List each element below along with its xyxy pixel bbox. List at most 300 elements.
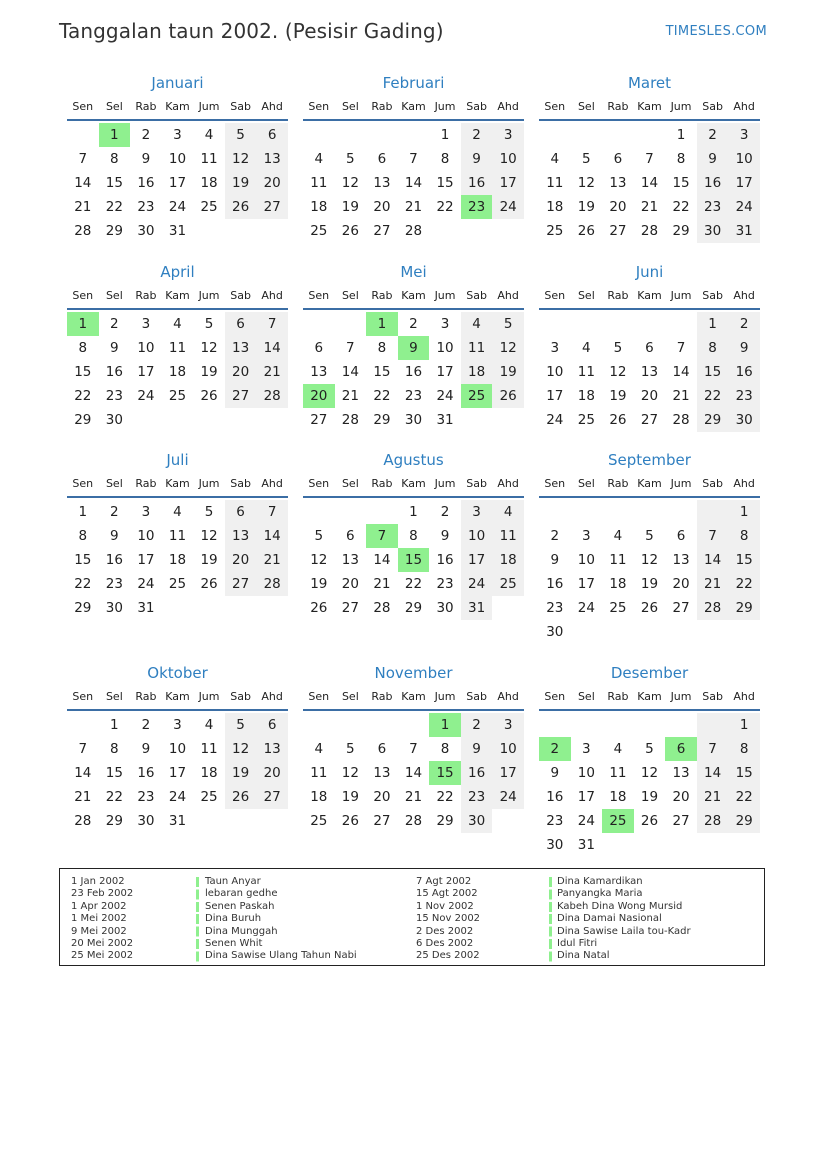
day-cell: 31 (168, 223, 187, 239)
day-cell: 7 (346, 340, 355, 356)
month-september (539, 449, 760, 644)
day-cell: 12 (341, 765, 359, 781)
day-cell: 18 (461, 360, 493, 384)
week-row (67, 195, 288, 219)
weekday-label: Rab (135, 289, 157, 302)
week-row (67, 596, 288, 620)
week-row (539, 572, 760, 596)
day-cell: 21 (256, 548, 288, 572)
day-cell: 16 (105, 552, 123, 568)
empty-cell (634, 123, 666, 147)
day-cell: 27 (310, 412, 328, 428)
day-cell: 6 (676, 528, 686, 544)
day-cell: 12 (492, 336, 524, 360)
day-cell: 30 (461, 809, 493, 833)
day-cell: 11 (168, 528, 187, 544)
day-cell: 28 (341, 412, 359, 428)
day-cell: 21 (74, 789, 92, 805)
day-cell: 3 (550, 340, 560, 356)
day-cell: 19 (310, 576, 328, 592)
day-cell: 26 (225, 785, 257, 809)
day-cell: 24 (577, 600, 595, 616)
weekday-label: Sel (341, 289, 359, 302)
day-cell: 12 (640, 552, 659, 568)
day-cell: 31 (137, 600, 155, 616)
empty-cell (225, 408, 257, 432)
day-cell: 14 (373, 552, 391, 568)
weekday-label: Sel (105, 690, 123, 703)
day-cell: 24 (168, 789, 187, 805)
weekday-label: Kam (401, 690, 426, 703)
week-row (539, 620, 760, 644)
day-cell: 30 (546, 837, 564, 853)
weekday-header (303, 687, 524, 711)
week-row (67, 548, 288, 572)
day-cell: 6 (377, 741, 387, 757)
day-cell: 19 (609, 388, 627, 404)
day-cell: 26 (200, 576, 218, 592)
day-cell: 6 (613, 151, 623, 167)
day-cell: 13 (373, 175, 391, 191)
day-cell: 5 (492, 312, 524, 336)
day-cell: 12 (225, 737, 257, 761)
weekday-label: Jum (198, 690, 220, 703)
month-januari (67, 72, 288, 243)
holiday-day-cell: 25 (602, 809, 634, 833)
day-cell: 27 (256, 785, 288, 809)
week-row (539, 312, 760, 336)
day-cell: 29 (105, 813, 123, 829)
day-cell: 23 (546, 600, 564, 616)
day-cell: 24 (137, 576, 155, 592)
day-cell: 10 (492, 147, 524, 171)
holiday-date: 25 Mei 2002 (71, 950, 134, 962)
day-cell: 9 (141, 151, 151, 167)
day-cell: 27 (672, 813, 690, 829)
day-cell: 25 (310, 813, 328, 829)
empty-cell (256, 809, 288, 833)
day-cell: 4 (582, 340, 591, 356)
weekday-label: Sel (341, 477, 359, 490)
empty-cell (571, 713, 603, 737)
day-cell: 11 (546, 175, 564, 191)
empty-cell (539, 500, 571, 524)
day-cell: 23 (137, 199, 155, 215)
holiday-day-cell: 1 (429, 713, 461, 737)
week-row (303, 596, 524, 620)
empty-cell (571, 500, 603, 524)
week-row (67, 500, 288, 524)
day-cell: 27 (225, 384, 257, 408)
day-cell: 16 (546, 789, 564, 805)
weekday-label: Kam (637, 690, 662, 703)
holiday-name: lebaran gedhe (205, 888, 278, 900)
day-cell: 30 (137, 223, 155, 239)
day-cell: 26 (640, 813, 659, 829)
weekday-label: Rab (135, 477, 157, 490)
month-maret (539, 72, 760, 243)
month-november (303, 662, 524, 833)
weekday-label: Sen (308, 690, 330, 703)
empty-cell (193, 596, 225, 620)
week-row (67, 384, 288, 408)
empty-cell (130, 408, 162, 432)
holiday-date: 1 Mei 2002 (71, 913, 127, 925)
day-cell: 19 (200, 552, 218, 568)
weekday-label: Rab (371, 289, 393, 302)
day-cell: 17 (461, 548, 493, 572)
day-cell: 10 (137, 528, 155, 544)
empty-cell (602, 833, 634, 857)
day-cell: 10 (577, 552, 595, 568)
day-cell: 31 (168, 813, 187, 829)
day-cell: 17 (492, 761, 524, 785)
weekday-label: Sab (230, 289, 251, 302)
holiday-date: 20 Mei 2002 (71, 937, 134, 949)
day-cell: 5 (582, 151, 591, 167)
empty-cell (634, 500, 666, 524)
weekday-label: Ahd (733, 690, 755, 703)
day-cell: 6 (377, 151, 387, 167)
day-cell: 25 (200, 789, 218, 805)
day-cell: 6 (645, 340, 654, 356)
day-cell: 12 (640, 765, 659, 781)
week-row (67, 147, 288, 171)
weekday-label: Ahd (733, 477, 755, 490)
day-cell: 17 (137, 364, 155, 380)
day-cell: 8 (409, 528, 418, 544)
day-cell: 17 (168, 765, 187, 781)
holiday-date: 23 Feb 2002 (71, 888, 134, 900)
empty-cell (602, 620, 634, 644)
weekday-label: Ahd (261, 477, 283, 490)
weekday-label: Ahd (497, 477, 519, 490)
day-cell: 9 (110, 340, 119, 356)
holiday-date: 1 Nov 2002 (416, 900, 474, 912)
week-row (303, 171, 524, 195)
holiday-name: Senen Whit (205, 937, 263, 949)
day-cell: 31 (577, 837, 595, 853)
week-row (303, 336, 524, 360)
weekday-label: Sel (105, 100, 123, 113)
day-cell: 5 (645, 741, 654, 757)
weekday-label: Kam (401, 477, 426, 490)
weekday-label: Rab (371, 100, 393, 113)
weekday-label: Kam (165, 477, 190, 490)
month-title: September (608, 451, 691, 469)
empty-cell (492, 596, 524, 620)
empty-cell (665, 620, 697, 644)
day-cell: 14 (341, 364, 359, 380)
day-cell: 15 (672, 175, 690, 191)
day-cell: 5 (346, 151, 355, 167)
week-row (67, 360, 288, 384)
weekday-label: Ahd (261, 690, 283, 703)
day-cell: 21 (697, 785, 729, 809)
day-cell: 29 (697, 408, 729, 432)
day-cell: 17 (436, 364, 454, 380)
day-cell: 1 (728, 713, 760, 737)
weekday-header (67, 97, 288, 121)
day-cell: 4 (613, 528, 623, 544)
week-row (539, 785, 760, 809)
week-row (303, 785, 524, 809)
day-cell: 3 (141, 316, 151, 332)
week-row (303, 809, 524, 833)
day-cell: 27 (341, 600, 359, 616)
holiday-day-cell: 9 (398, 336, 430, 360)
empty-cell (303, 713, 335, 737)
day-cell: 9 (461, 147, 493, 171)
day-cell: 18 (310, 789, 328, 805)
holiday-name: Dina Buruh (205, 913, 262, 925)
day-cell: 3 (492, 123, 524, 147)
day-cell: 2 (110, 504, 119, 520)
day-cell: 11 (609, 765, 627, 781)
holiday-day-cell: 15 (429, 761, 461, 785)
holiday-name: Dina Kamardikan (557, 876, 643, 887)
day-cell: 28 (74, 223, 92, 239)
day-cell: 20 (225, 360, 257, 384)
week-row (539, 384, 760, 408)
holiday-day-cell: 7 (366, 524, 398, 548)
day-cell: 19 (200, 364, 218, 380)
holiday-day-cell: 15 (398, 548, 430, 572)
weekday-label: Rab (371, 690, 393, 703)
week-row (539, 171, 760, 195)
day-cell: 28 (697, 596, 729, 620)
weekday-label: Ahd (497, 690, 519, 703)
week-row (303, 713, 524, 737)
weekday-label: Sab (702, 477, 723, 490)
day-cell: 18 (168, 552, 187, 568)
day-cell: 19 (225, 761, 257, 785)
day-cell: 19 (640, 789, 659, 805)
day-cell: 2 (110, 316, 119, 332)
day-cell: 27 (672, 600, 690, 616)
day-cell: 16 (436, 552, 454, 568)
holiday-name: Panyangka Maria (557, 888, 643, 900)
week-row (303, 123, 524, 147)
day-cell: 15 (373, 364, 391, 380)
day-cell: 20 (225, 548, 257, 572)
day-cell: 20 (609, 199, 627, 215)
legend-dates-right (416, 876, 480, 963)
empty-cell (303, 312, 335, 336)
holiday-name: Senen Paskah (205, 900, 275, 912)
empty-cell (571, 620, 603, 644)
empty-cell (225, 809, 257, 833)
day-cell: 16 (461, 171, 493, 195)
week-row (67, 785, 288, 809)
holiday-date: 25 Des 2002 (416, 950, 480, 962)
weekday-label: Sab (466, 289, 487, 302)
day-cell: 10 (436, 340, 454, 356)
day-cell: 12 (200, 340, 218, 356)
day-cell: 18 (492, 548, 524, 572)
day-cell: 8 (440, 151, 450, 167)
day-cell: 23 (105, 388, 123, 404)
day-cell: 1 (676, 127, 686, 143)
weekday-label: Rab (135, 690, 157, 703)
day-cell: 19 (577, 199, 595, 215)
weekday-header (67, 474, 288, 498)
day-cell: 9 (697, 147, 729, 171)
day-cell: 16 (697, 171, 729, 195)
month-title: Desember (610, 664, 689, 682)
day-cell: 24 (546, 412, 564, 428)
empty-cell (67, 713, 99, 737)
day-cell: 15 (74, 552, 92, 568)
legend-names-left (205, 876, 357, 963)
day-cell: 21 (404, 789, 423, 805)
weekday-header (539, 286, 760, 310)
day-cell: 27 (373, 223, 391, 239)
month-title: Juli (166, 451, 189, 469)
day-cell: 22 (728, 785, 760, 809)
week-row (67, 761, 288, 785)
weekday-label: Ahd (733, 100, 755, 113)
day-cell: 25 (492, 572, 524, 596)
weekday-label: Rab (607, 289, 629, 302)
day-cell: 28 (256, 572, 288, 596)
week-row (67, 408, 288, 432)
day-cell: 8 (377, 340, 387, 356)
empty-cell (398, 123, 430, 147)
legend-marker-right (549, 877, 552, 963)
weekday-label: Jum (670, 690, 692, 703)
day-cell: 7 (697, 524, 729, 548)
week-row (303, 408, 524, 432)
day-cell: 17 (137, 552, 155, 568)
week-row (303, 312, 524, 336)
day-cell: 28 (74, 813, 92, 829)
day-cell: 8 (110, 151, 119, 167)
week-row (539, 360, 760, 384)
day-cell: 22 (74, 576, 92, 592)
day-cell: 7 (78, 741, 88, 757)
empty-cell (634, 833, 666, 857)
month-title: April (160, 263, 195, 281)
week-row (539, 713, 760, 737)
holiday-date: 2 Des 2002 (416, 925, 474, 937)
day-cell: 3 (582, 741, 591, 757)
empty-cell (634, 620, 666, 644)
day-cell: 2 (141, 127, 151, 143)
day-cell: 2 (461, 123, 493, 147)
weekday-label: Rab (607, 100, 629, 113)
day-cell: 27 (373, 813, 391, 829)
day-cell: 23 (105, 576, 123, 592)
day-cell: 17 (577, 789, 595, 805)
day-cell: 27 (640, 412, 659, 428)
month-juli (67, 449, 288, 620)
weekday-label: Jum (434, 289, 456, 302)
weekday-label: Jum (670, 289, 692, 302)
empty-cell (366, 713, 398, 737)
day-cell: 25 (546, 223, 564, 239)
day-cell: 18 (609, 576, 627, 592)
day-cell: 23 (404, 388, 423, 404)
day-cell: 13 (225, 524, 257, 548)
week-row (303, 524, 524, 548)
holiday-legend (59, 868, 765, 966)
day-cell: 22 (74, 388, 92, 404)
empty-cell (366, 123, 398, 147)
weekday-label: Kam (401, 100, 426, 113)
weekday-label: Ahd (261, 100, 283, 113)
day-cell: 19 (640, 576, 659, 592)
day-cell: 13 (373, 765, 391, 781)
day-cell: 18 (310, 199, 328, 215)
day-cell: 31 (728, 219, 760, 243)
week-row (539, 123, 760, 147)
day-cell: 14 (256, 524, 288, 548)
day-cell: 30 (105, 412, 123, 428)
weekday-label: Sen (308, 477, 330, 490)
holiday-name: Kabeh Dina Wong Mursid (557, 900, 683, 912)
day-cell: 11 (461, 336, 493, 360)
day-cell: 12 (341, 175, 359, 191)
day-cell: 23 (436, 576, 454, 592)
empty-cell (571, 312, 603, 336)
weekday-label: Kam (637, 289, 662, 302)
empty-cell (429, 219, 461, 243)
empty-cell (162, 596, 194, 620)
day-cell: 4 (314, 741, 324, 757)
empty-cell (193, 809, 225, 833)
day-cell: 6 (256, 713, 288, 737)
day-cell: 24 (492, 195, 524, 219)
day-cell: 14 (640, 175, 659, 191)
day-cell: 30 (728, 408, 760, 432)
empty-cell (193, 408, 225, 432)
day-cell: 23 (137, 789, 155, 805)
weekday-label: Sab (702, 690, 723, 703)
day-cell: 8 (676, 151, 686, 167)
day-cell: 3 (440, 316, 450, 332)
day-cell: 26 (609, 412, 627, 428)
weekday-label: Sel (105, 289, 123, 302)
day-cell: 13 (310, 364, 328, 380)
holiday-name: Dina Damai Nasional (557, 913, 662, 925)
day-cell: 15 (105, 175, 123, 191)
day-cell: 25 (310, 223, 328, 239)
day-cell: 26 (492, 384, 524, 408)
day-cell: 3 (728, 123, 760, 147)
day-cell: 20 (640, 388, 659, 404)
brand-link[interactable]: TIMESLES.COM (665, 24, 767, 39)
day-cell: 1 (78, 504, 88, 520)
day-cell: 27 (256, 195, 288, 219)
week-row (539, 408, 760, 432)
week-row (539, 737, 760, 761)
day-cell: 5 (204, 316, 214, 332)
month-februari (303, 72, 524, 243)
month-juni (539, 261, 760, 432)
weekday-label: Jum (670, 477, 692, 490)
month-oktober (67, 662, 288, 833)
weekday-label: Sab (230, 100, 251, 113)
legend-dates-left (71, 876, 133, 963)
weekday-header (539, 687, 760, 711)
empty-cell (256, 219, 288, 243)
day-cell: 26 (577, 223, 595, 239)
day-cell: 23 (728, 384, 760, 408)
day-cell: 7 (256, 500, 288, 524)
day-cell: 21 (373, 576, 391, 592)
day-cell: 22 (436, 789, 454, 805)
